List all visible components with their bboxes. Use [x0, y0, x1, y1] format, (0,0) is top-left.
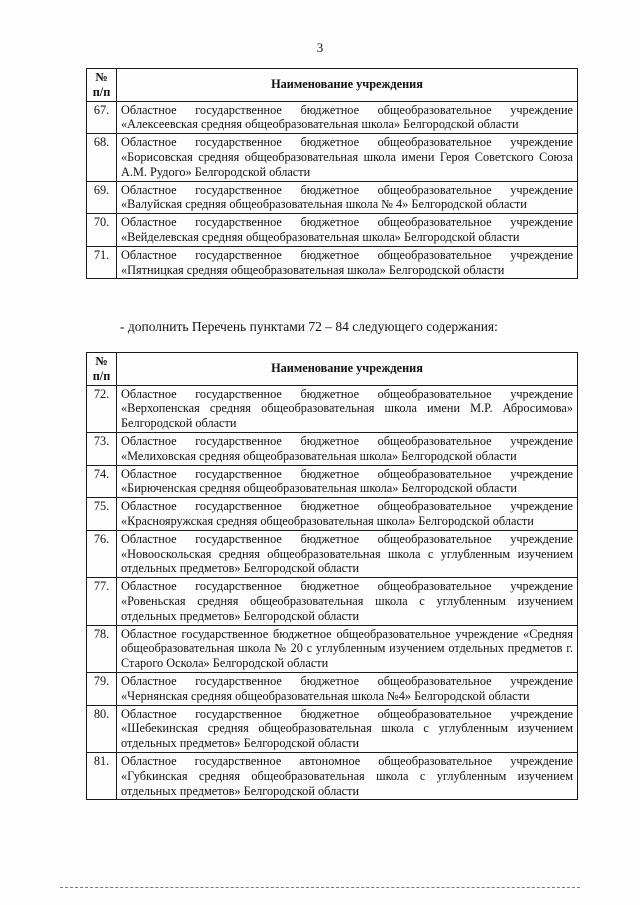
column-header-number	[87, 353, 117, 386]
institution-name: Областное государственное бюджетное общеобразовательное учреждение «Новооскольская средняя общеобразовательная школа с углубленным изучением отдельных предметов» Белгородской области	[117, 530, 578, 577]
scan-edge-line	[60, 887, 580, 888]
row-number: 70.	[87, 214, 117, 247]
row-number: 69.	[87, 181, 117, 214]
institution-name: Областное государственное бюджетное общеобразовательное учреждение «Ровеньская средняя общеобразовательная школа с углубленным изучением отдельных предметов» Белгородской области	[117, 578, 578, 625]
row-number: 71.	[87, 246, 117, 279]
page-number: 3	[316, 40, 324, 55]
row-number: 80.	[87, 705, 117, 752]
row-number: 74.	[87, 465, 117, 498]
table-row	[87, 246, 578, 279]
table-row	[87, 432, 578, 465]
institutions-table-2	[86, 352, 578, 800]
table-row	[87, 385, 578, 432]
table-row	[87, 672, 578, 705]
table-row	[87, 705, 578, 752]
table-header-row	[87, 353, 578, 386]
institution-name: Областное государственное бюджетное общеобразовательное учреждение «Краснояружская средняя общеобразовательная школа» Белгородской области	[117, 498, 578, 531]
institution-name: Областное государственное бюджетное общеобразовательное учреждение «Бирюченская средняя общеобразовательная школа» Белгородской области	[117, 465, 578, 498]
institution-name: Областное государственное автономное общеобразовательное учреждение «Губкинская средняя общеобразовательная школа с углубленным изучением отдельных предметов» Белгородской области	[117, 752, 578, 799]
row-number: 68.	[87, 134, 117, 181]
table-row	[87, 578, 578, 625]
column-header-number-line1: №	[95, 70, 108, 84]
institution-name: Областное государственное бюджетное общеобразовательное учреждение «Алексеевская средняя общеобразовательная школа» Белгородской области	[117, 101, 578, 134]
column-header-name: Наименование учреждения	[117, 353, 578, 386]
table-row	[87, 101, 578, 134]
row-number: 76.	[87, 530, 117, 577]
institution-name: Областное государственное бюджетное общеобразовательное учреждение «Пятницкая средняя общеобразовательная школа» Белгородской области	[117, 246, 578, 279]
column-header-number-line1: №	[95, 354, 108, 368]
institution-name: Областное государственное бюджетное общеобразовательное учреждение «Верхопенская средняя общеобразовательная школа имени М.Р. Абросимова» Белгородской области	[117, 385, 578, 432]
column-header-number	[87, 69, 117, 102]
institutions-table-1	[86, 68, 578, 279]
amendment-note: - дополнить Перечень пунктами 72 – 84 следующего содержания:	[120, 319, 498, 334]
row-number: 77.	[87, 578, 117, 625]
table-row	[87, 214, 578, 247]
institution-name: Областное государственное бюджетное общеобразовательное учреждение «Чернянская средняя общеобразовательная школа №4» Белгородской области	[117, 672, 578, 705]
institution-name: Областное государственное бюджетное общеобразовательное учреждение «Мелиховская средняя общеобразовательная школа» Белгородской области	[117, 432, 578, 465]
institution-name: Областное государственное бюджетное общеобразовательное учреждение «Вейделевская средняя общеобразовательная школа» Белгородской области	[117, 214, 578, 247]
table-row	[87, 134, 578, 181]
institution-name: Областное государственное бюджетное общеобразовательное учреждение «Борисовская средняя общеобразовательная школа имени Героя Советского Союза А.М. Рудого» Белгородской области	[117, 134, 578, 181]
row-number: 75.	[87, 498, 117, 531]
column-header-name: Наименование учреждения	[117, 69, 578, 102]
row-number: 72.	[87, 385, 117, 432]
table-row	[87, 752, 578, 799]
row-number: 73.	[87, 432, 117, 465]
column-header-number-line2: п/п	[92, 84, 111, 99]
table-row	[87, 625, 578, 672]
table-row	[87, 465, 578, 498]
row-number: 79.	[87, 672, 117, 705]
row-number: 78.	[87, 625, 117, 672]
row-number: 67.	[87, 101, 117, 134]
table-header-row	[87, 69, 578, 102]
table-row	[87, 498, 578, 531]
institution-name: Областное государственное бюджетное общеобразовательное учреждение «Средняя общеобразовательная школа № 20 с углубленным изучением отдельных предметов г. Старого Оскола» Белгородской области	[117, 625, 578, 672]
row-number: 81.	[87, 752, 117, 799]
column-header-number-line2: п/п	[92, 368, 111, 383]
table-row	[87, 181, 578, 214]
institution-name: Областное государственное бюджетное общеобразовательное учреждение «Валуйская средняя общеобразовательная школа № 4» Белгородской области	[117, 181, 578, 214]
table-row	[87, 530, 578, 577]
institution-name: Областное государственное бюджетное общеобразовательное учреждение «Шебекинская средняя общеобразовательная школа с углубленным изучением отдельных предметов» Белгородской области	[117, 705, 578, 752]
